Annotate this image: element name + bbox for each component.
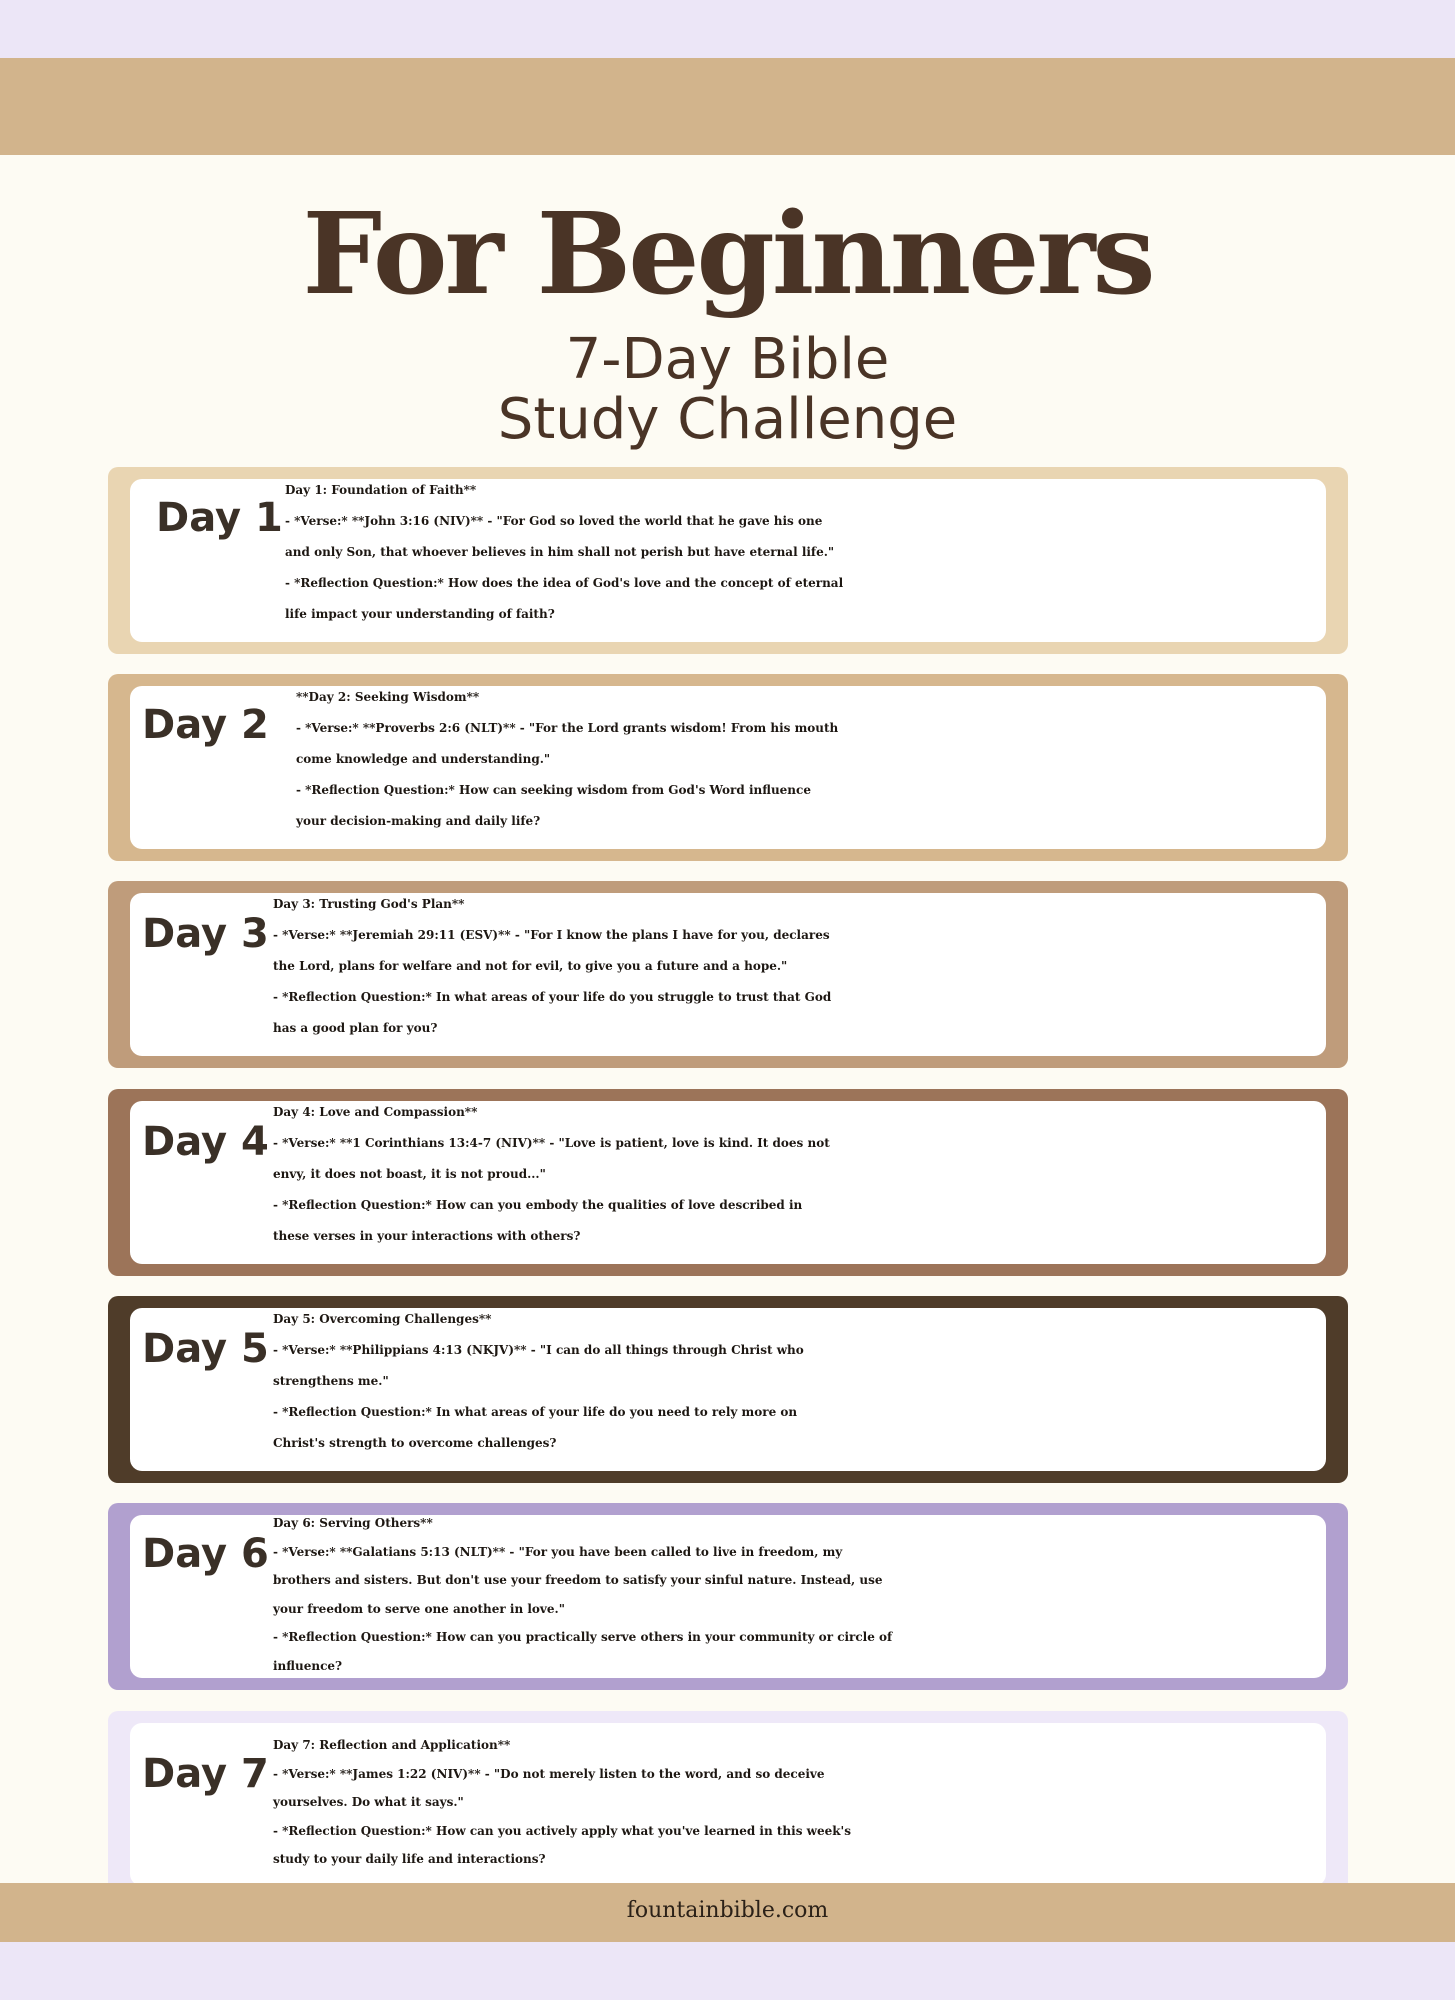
- day-line: your decision-making and daily life?: [296, 814, 541, 828]
- day-line: - *Reflection Question:* How can you actively apply what you've learned in this week's: [273, 1823, 851, 1838]
- day-line: the Lord, plans for welfare and not for evil, to give you a future and a hope.": [273, 959, 788, 973]
- day-line: study to your daily life and interactions?: [273, 1852, 546, 1866]
- day-heading: **Day 2: Seeking Wisdom**: [296, 690, 480, 704]
- day-card-6: [108, 1503, 1348, 1690]
- day-line: life impact your understanding of faith?: [285, 607, 555, 621]
- day-content: [273, 1097, 1326, 1252]
- footer-website: fountainbible.com: [626, 1898, 829, 1923]
- day-content: [273, 1304, 1326, 1459]
- day-line: strengthens me.": [273, 1374, 389, 1388]
- top-band: [0, 58, 1455, 155]
- day-line: - *Verse:* **John 3:16 (NIV)** - "For God so loved the world that he gave his one: [285, 514, 823, 528]
- day-content: [273, 889, 1326, 1044]
- day-line: - *Reflection Question:* How does the idea of God's love and the concept of eternal: [285, 576, 844, 590]
- day-line: yourselves. Do what it says.": [273, 1795, 464, 1809]
- day-line: Christ's strength to overcome challenges?: [273, 1436, 557, 1450]
- day-heading: Day 3: Trusting God's Plan**: [273, 897, 465, 911]
- day-line: brothers and sisters. But don't use your freedom to satisfy your sinful nature. Instead, use: [273, 1573, 883, 1587]
- day-line: - *Reflection Question:* In what areas of your life do you need to rely more on: [273, 1405, 798, 1419]
- day-label: Day 7: [142, 1751, 269, 1797]
- day-label: Day 6: [142, 1531, 269, 1577]
- day-line: - *Reflection Question:* In what areas of your life do you struggle to trust that God: [273, 990, 832, 1004]
- day-card-1: [108, 467, 1348, 654]
- day-label: Day 4: [142, 1119, 269, 1165]
- day-line: - *Reflection Question:* How can you embody the qualities of love described in: [273, 1198, 803, 1212]
- day-heading: Day 7: Reflection and Application**: [273, 1738, 511, 1752]
- day-content: [273, 1731, 1326, 1874]
- day-content: [273, 1509, 1326, 1680]
- day-heading: Day 5: Overcoming Challenges**: [273, 1312, 492, 1326]
- day-line: - *Verse:* **Jeremiah 29:11 (ESV)** - "For I know the plans I have for you, declares: [273, 928, 830, 942]
- day-card-7: [108, 1711, 1348, 1898]
- day-content: [285, 475, 1326, 630]
- day-card-5: [108, 1296, 1348, 1483]
- day-heading: Day 4: Love and Compassion**: [273, 1105, 478, 1119]
- day-line: - *Verse:* **Galatians 5:13 (NLT)** - "For you have been called to live in freedom, my: [273, 1544, 843, 1559]
- day-line: envy, it does not boast, it is not proud...": [273, 1167, 546, 1181]
- day-label: Day 2: [142, 702, 269, 748]
- subtitle-line-2: Study Challenge: [497, 387, 958, 452]
- day-line: - *Verse:* **Proverbs 2:6 (NLT)** - "For the Lord grants wisdom! From his mouth: [296, 721, 839, 735]
- day-line: - *Reflection Question:* How can you practically serve others in your community or circle of: [273, 1630, 893, 1644]
- day-line: - *Verse:* **Philippians 4:13 (NKJV)** - "I can do all things through Christ who: [273, 1343, 804, 1357]
- day-line: - *Verse:* **James 1:22 (NIV)** - "Do not merely listen to the word, and so deceive: [273, 1766, 825, 1781]
- day-line: - *Reflection Question:* How can seeking wisdom from God's Word influence: [296, 783, 811, 797]
- page-subtitle: [0, 327, 1455, 452]
- day-line: and only Son, that whoever believes in him shall not perish but have eternal life.": [285, 545, 835, 559]
- day-card-2: [108, 674, 1348, 861]
- day-heading: Day 6: Serving Others**: [273, 1516, 433, 1530]
- day-card-3: [108, 881, 1348, 1068]
- day-line: influence?: [273, 1658, 343, 1673]
- day-line: these verses in your interactions with others?: [273, 1229, 581, 1243]
- day-label: Day 3: [142, 911, 269, 957]
- subtitle-line-1: 7-Day Bible: [565, 327, 890, 392]
- day-card-4: [108, 1089, 1348, 1276]
- day-label: Day 1: [156, 495, 283, 541]
- day-content: [296, 682, 1326, 837]
- day-line: your freedom to serve one another in love.": [273, 1601, 565, 1616]
- day-line: come knowledge and understanding.": [296, 752, 551, 766]
- day-line: - *Verse:* **1 Corinthians 13:4-7 (NIV)** - "Love is patient, love is kind. It does not: [273, 1136, 830, 1150]
- page-title: For Beginners: [302, 189, 1153, 320]
- day-line: has a good plan for you?: [273, 1021, 438, 1035]
- day-heading: Day 1: Foundation of Faith**: [285, 483, 477, 497]
- day-label: Day 5: [142, 1326, 269, 1372]
